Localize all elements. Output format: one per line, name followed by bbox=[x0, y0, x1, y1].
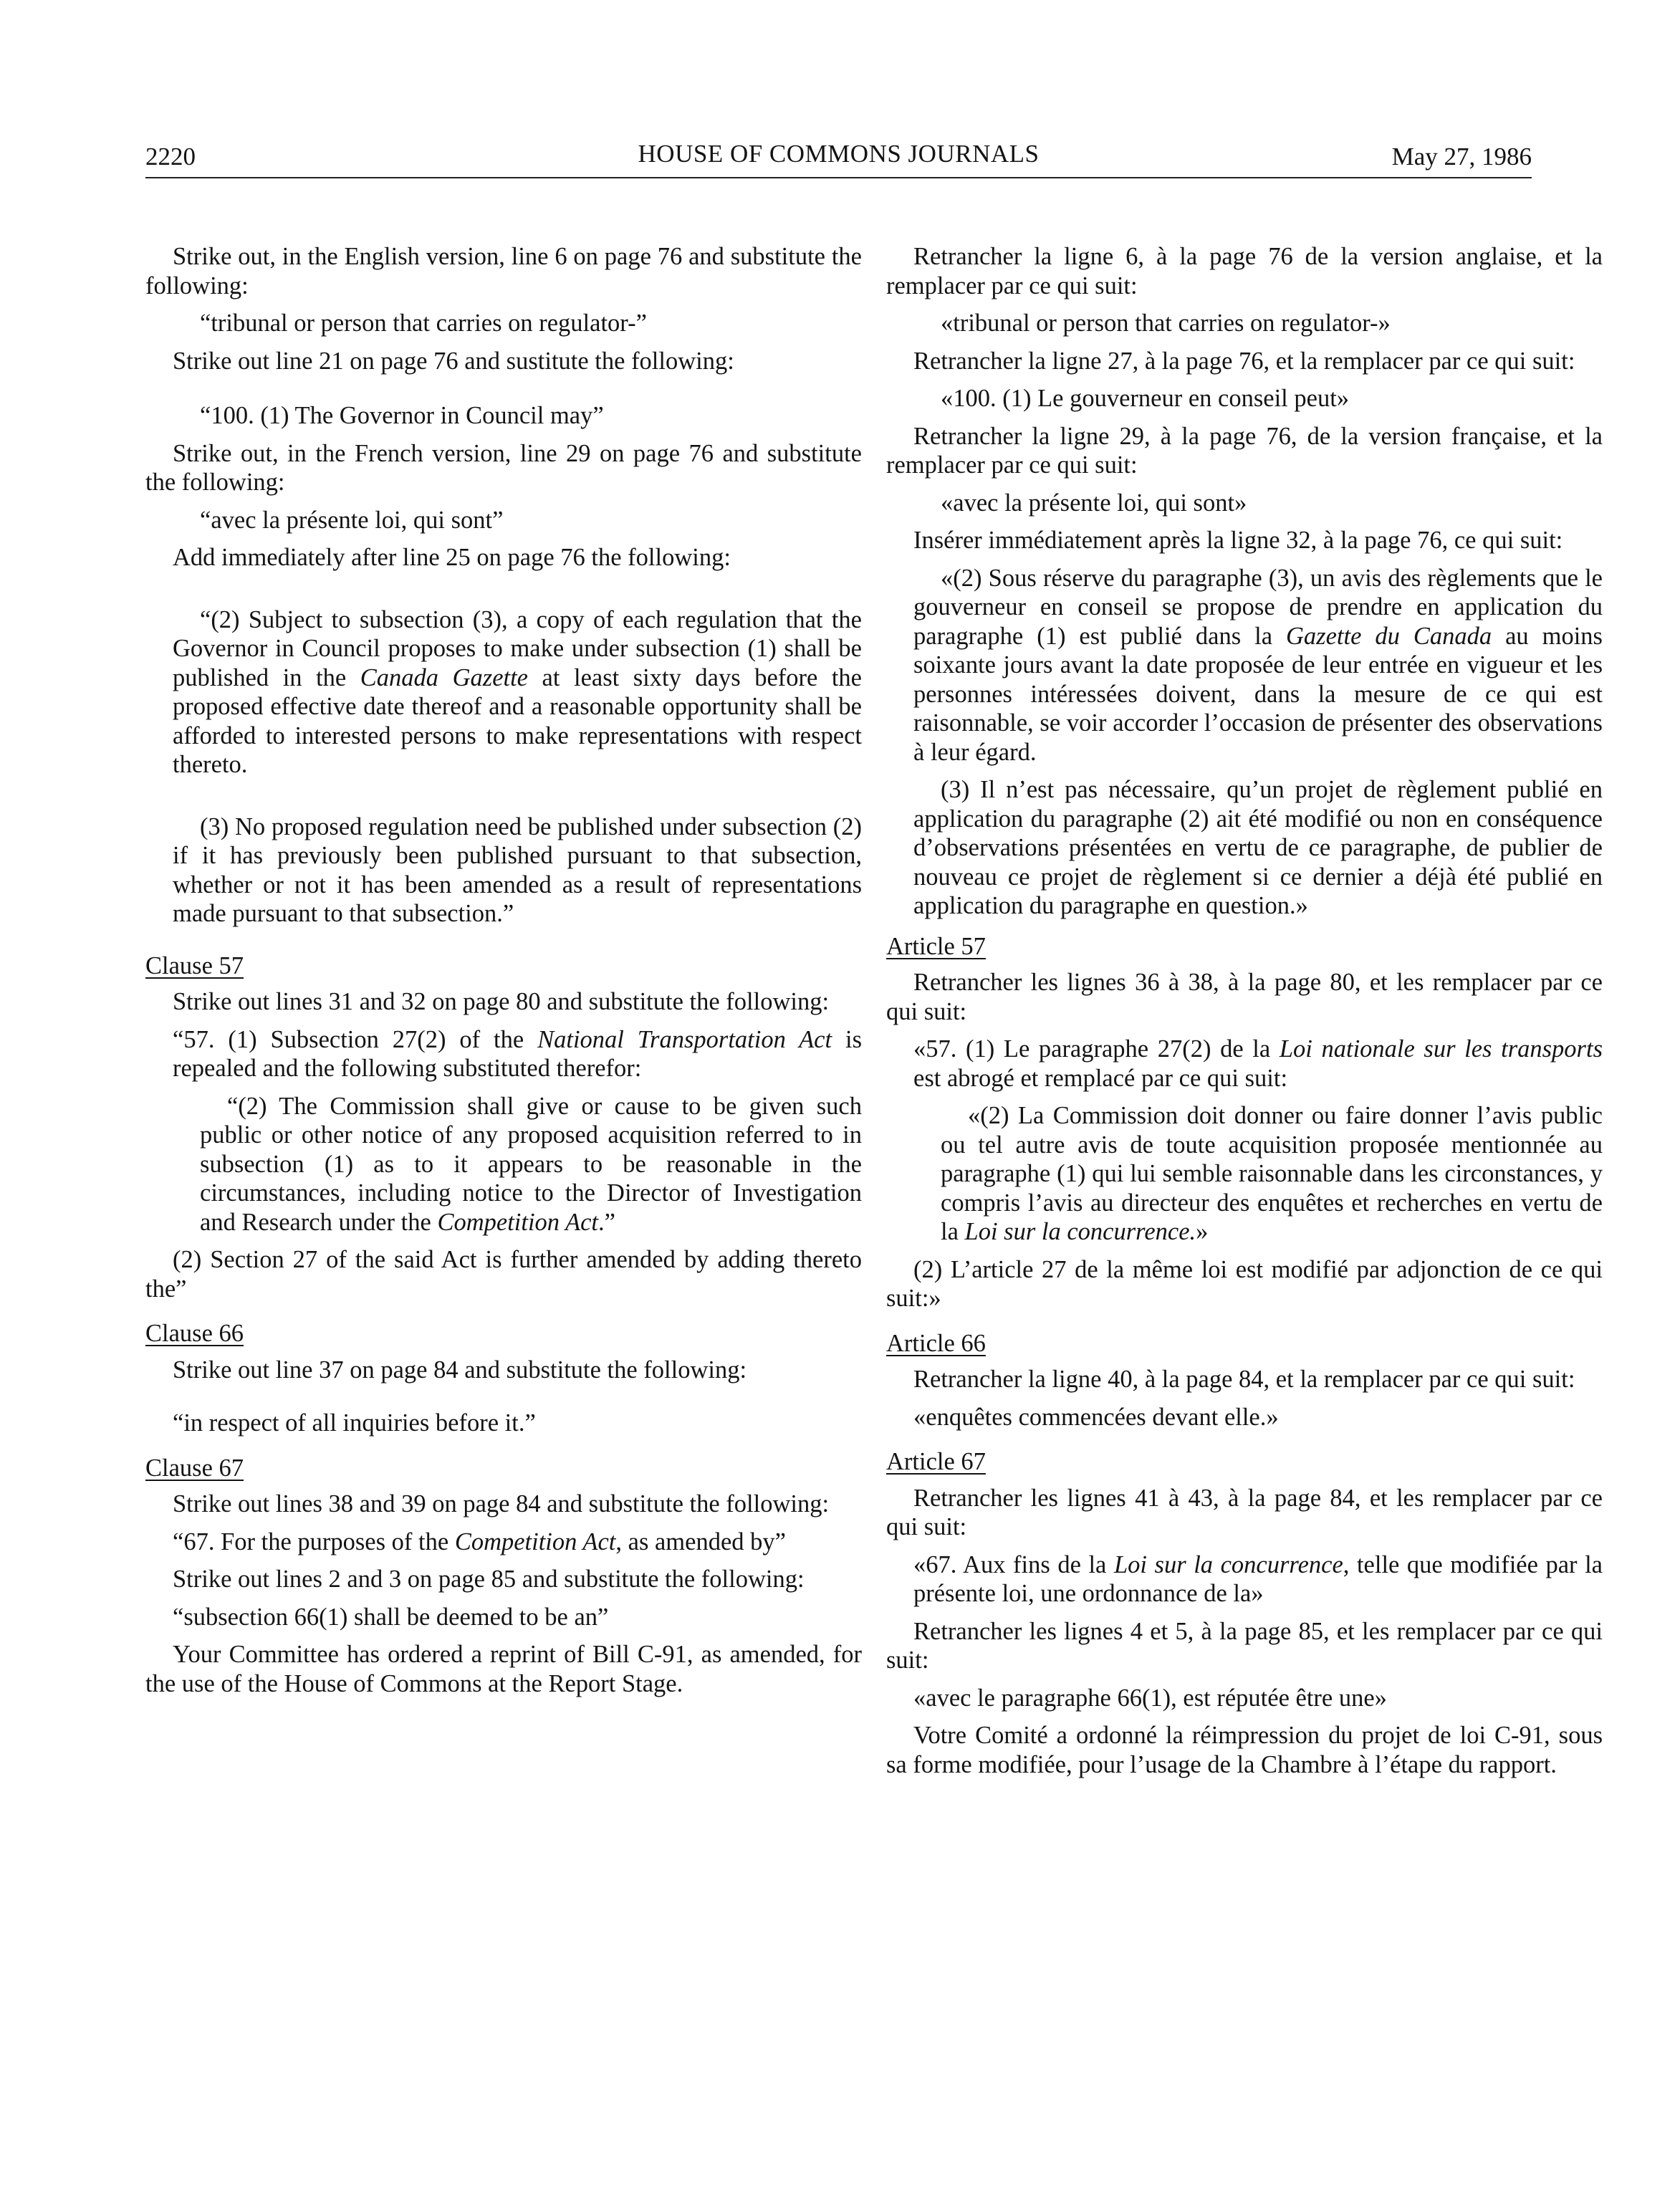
instruction-paragraph: Strike out, in the English version, line 6 on page 76 and substitute the following: bbox=[145, 243, 862, 299]
text-run: at least sixty days before the proposed effective date thereof and a reasonable opportunity shall be afforded to interested persons to make representations with respect thereto. bbox=[173, 663, 862, 778]
quoted-text: “tribunal or person that carries on regulator-” bbox=[200, 310, 647, 337]
quoted-text: “100. (1) The Governor in Council may” bbox=[200, 402, 604, 429]
instruction-paragraph: Strike out line 21 on page 76 and sustitute the following: bbox=[173, 347, 734, 375]
quoted-subsection: (3) Il n’est pas nécessaire, qu’un projet de règlement publié en application du paragraphe (2) ait été modifié ou non en conséquence d’observations présentées en vertu de ce paragraphe, de publier de nouveau ce projet de règlement si ce dernier a déjà été publié en application du paragraphe en question.» bbox=[913, 776, 1603, 919]
instruction-paragraph: Retrancher la ligne 40, à la page 84, et la remplacer par ce qui suit: bbox=[913, 1366, 1575, 1393]
quoted-text: “avec la présente loi, qui sont” bbox=[200, 506, 504, 534]
quoted-text bbox=[145, 1528, 862, 1557]
instruction-paragraph: Retrancher les lignes 41 à 43, à la page 84, et les remplacer par ce qui suit: bbox=[886, 1484, 1603, 1540]
running-header bbox=[145, 140, 1532, 178]
instruction-paragraph: Retrancher la ligne 27, à la page 76, et la remplacer par ce qui suit: bbox=[913, 347, 1575, 375]
quoted-text bbox=[886, 1550, 1603, 1609]
text-run: “67. For the purposes of the bbox=[173, 1528, 455, 1555]
article-heading: Article 57 bbox=[886, 932, 986, 960]
issue-date: May 27, 1986 bbox=[1391, 143, 1532, 171]
instruction-paragraph: Retrancher la ligne 29, à la page 76, de la version française, et la remplacer par ce qui suit: bbox=[886, 422, 1603, 479]
quoted-text: (2) Section 27 of the said Act is further amended by adding thereto the” bbox=[145, 1246, 862, 1303]
text-run: is repealed and the following substituted therefor: bbox=[173, 1025, 862, 1082]
quoted-text: “in respect of all inquiries before it.” bbox=[173, 1409, 536, 1437]
quoted-text: «tribunal or person that carries on regulator-» bbox=[941, 310, 1391, 337]
italic-title: Gazette du Canada bbox=[1286, 622, 1492, 650]
text-run: «(2) Sous réserve du paragraphe (3), un avis des règlements que le gouverneur en conseil se propose de prendre en application du paragraphe (1) est publié dans la bbox=[913, 564, 1603, 650]
instruction-paragraph: Strike out lines 2 and 3 on page 85 and substitute the following: bbox=[173, 1566, 805, 1593]
italic-title: Loi sur la concurrence. bbox=[964, 1218, 1196, 1245]
quoted-text bbox=[145, 1025, 862, 1083]
text-run: .” bbox=[598, 1208, 615, 1236]
text-run: «57. (1) Le paragraphe 27(2) de la bbox=[913, 1035, 1280, 1063]
publication-title: HOUSE OF COMMONS JOURNALS bbox=[638, 140, 1040, 168]
instruction-paragraph: Strike out lines 31 and 32 on page 80 and substitute the following: bbox=[173, 988, 830, 1015]
english-column bbox=[145, 242, 862, 1698]
instruction-paragraph: Strike out line 37 on page 84 and substitute the following: bbox=[173, 1356, 747, 1384]
quoted-text: “subsection 66(1) shall be deemed to be an” bbox=[173, 1603, 609, 1631]
text-run: , telle que modifiée par la présente loi, une ordonnance de la» bbox=[913, 1550, 1603, 1607]
quoted-text: (2) L’article 27 de la même loi est modifié par adjonction de ce qui suit:» bbox=[886, 1255, 1603, 1312]
french-column bbox=[886, 242, 1603, 1779]
italic-title: Loi nationale sur les transports bbox=[1279, 1035, 1603, 1063]
quoted-text: «avec la présente loi, qui sont» bbox=[941, 489, 1247, 517]
quoted-text: «100. (1) Le gouverneur en conseil peut» bbox=[941, 385, 1350, 412]
quoted-subsection: (3) No proposed regulation need be published under subsection (2) if it has previously been published pursuant to that subsection, whether or not it has been amended as a result of representations made pursuant to that subsection.” bbox=[173, 812, 862, 927]
quoted-text: «avec le paragraphe 66(1), est réputée être une» bbox=[913, 1684, 1387, 1712]
quoted-subsection bbox=[886, 1101, 1603, 1247]
committee-note: Your Committee has ordered a reprint of Bill C-91, as amended, for the use of the House of Commons at the Report Stage. bbox=[145, 1641, 862, 1697]
italic-title: Loi sur la concurrence bbox=[1113, 1550, 1343, 1578]
committee-note: Votre Comité a ordonné la réimpression du projet de loi C-91, sous sa forme modifiée, pour l’usage de la Chambre à l’étape du rapport. bbox=[886, 1722, 1603, 1778]
quoted-text bbox=[886, 1035, 1603, 1093]
clause-heading: Clause 57 bbox=[145, 951, 244, 979]
italic-title: Canada Gazette bbox=[360, 663, 528, 691]
article-heading: Article 66 bbox=[886, 1329, 986, 1357]
instruction-paragraph: Strike out, in the French version, line 29 on page 76 and substitute the following: bbox=[145, 439, 862, 496]
italic-title: National Transportation Act bbox=[537, 1025, 832, 1053]
text-run: “57. (1) Subsection 27(2) of the bbox=[173, 1025, 538, 1053]
article-heading: Article 67 bbox=[886, 1448, 986, 1475]
clause-heading: Clause 67 bbox=[145, 1454, 244, 1482]
text-run: est abrogé et remplacé par ce qui suit: bbox=[913, 1064, 1288, 1092]
instruction-paragraph: Retrancher la ligne 6, à la page 76 de la version anglaise, et la remplacer par ce qui suit: bbox=[886, 243, 1603, 299]
instruction-paragraph: Strike out lines 38 and 39 on page 84 and substitute the following: bbox=[173, 1490, 830, 1518]
quoted-subsection bbox=[145, 605, 862, 780]
instruction-paragraph: Retrancher les lignes 4 et 5, à la page 85, et les remplacer par ce qui suit: bbox=[886, 1617, 1603, 1674]
italic-title: Competition Act bbox=[437, 1208, 599, 1236]
text-run: au moins soixante jours avant la date proposée de leur entrée en vigueur et les personnes intéressées doivent, dans la mesure de ce qui est raisonnable, se voir accorder l’occasion de présenter des observations à leur égard. bbox=[913, 622, 1603, 766]
quoted-text: «enquêtes commencées devant elle.» bbox=[913, 1403, 1279, 1431]
text-run: “(2) Subject to subsection (3), a copy of each regulation that the Governor in Council proposes to make under subsection (1) shall be published in the bbox=[173, 605, 862, 691]
page-number: 2220 bbox=[145, 143, 196, 171]
clause-heading: Clause 66 bbox=[145, 1320, 244, 1347]
italic-title: Competition Act bbox=[454, 1528, 616, 1555]
text-run: , as amended by” bbox=[615, 1528, 786, 1555]
text-run: «(2) La Commission doit donner ou faire donner l’avis public ou tel autre avis de toute acquisition proposée mentionnée au paragraphe (1) qui lui semble raisonnable dans les circonstances, y compris l’avis au directeur des enquêtes et recherches en vertu de la bbox=[941, 1102, 1603, 1245]
quoted-subsection bbox=[886, 564, 1603, 767]
quoted-subsection bbox=[145, 1092, 862, 1237]
instruction-paragraph: Add immediately after line 25 on page 76 the following: bbox=[173, 544, 731, 571]
instruction-paragraph: Retrancher les lignes 36 à 38, à la page 80, et les remplacer par ce qui suit: bbox=[886, 969, 1603, 1025]
instruction-paragraph: Insérer immédiatement après la ligne 32, à la page 76, ce qui suit: bbox=[913, 527, 1563, 554]
text-run: «67. Aux fins de la bbox=[913, 1550, 1114, 1578]
text-run: » bbox=[1196, 1218, 1209, 1245]
text-run: “(2) The Commission shall give or cause to be given such public or other notice of any proposed acquisition referred to in subsection (1) as to it appears to be reasonable in the circumstances, including notice to the Director of Investigation and Research under the bbox=[200, 1092, 862, 1236]
